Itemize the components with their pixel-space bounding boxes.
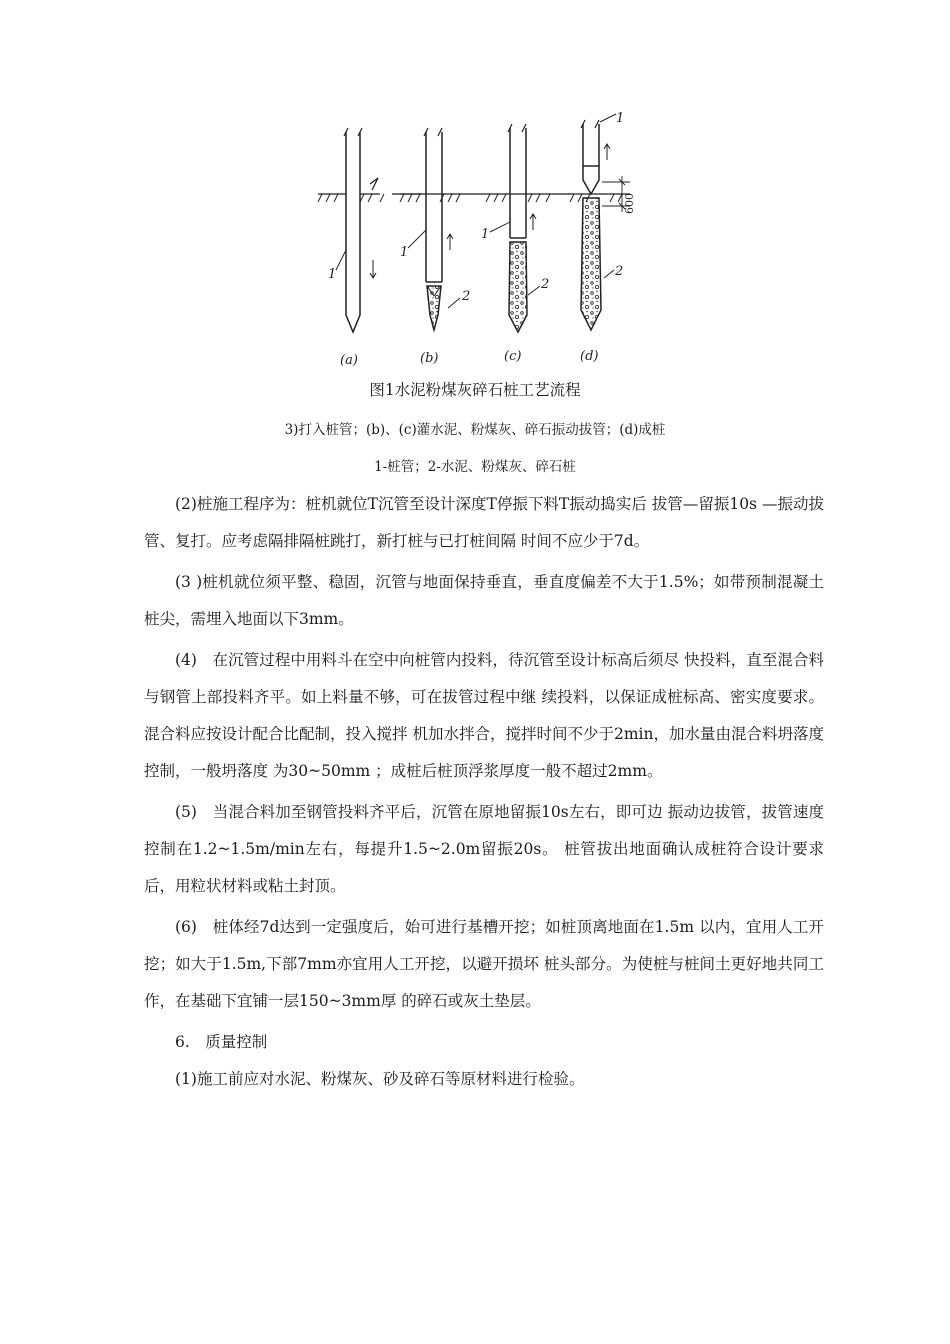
ground-hatching bbox=[318, 194, 622, 202]
dimension-600: 600 bbox=[623, 193, 636, 214]
callout-2-c: 2 bbox=[541, 277, 550, 292]
part-label-c: (c) bbox=[504, 349, 522, 364]
pile-c bbox=[490, 124, 540, 332]
pile-process-diagram bbox=[300, 110, 650, 372]
figure-subtitle-legend: 1-桩管；2-水泥、粉煤灰、碎石桩 bbox=[374, 459, 576, 475]
figure-subtitle-parts: 3)打入桩管；(b)、(c)灌水泥、粉煤灰、碎石振动拔管；(d)成桩 bbox=[284, 422, 666, 438]
figure-title: 图1水泥粉煤灰碎石桩工艺流程 bbox=[369, 381, 581, 399]
paragraph-2: (2)桩施工程序为：桩机就位T沉管至设计深度T停振下料T振动捣实后 拔管—留振10s —振动拔管、复打。应考虑隔排隔桩跳打，新打桩与已打桩间隔 时间不应少于7d。 bbox=[144, 495, 824, 550]
pile-process-figure bbox=[300, 110, 650, 372]
part-label-d: (d) bbox=[580, 349, 599, 364]
body-text bbox=[144, 486, 824, 1098]
pile-a bbox=[336, 128, 378, 332]
part-label-a: (a) bbox=[340, 353, 358, 368]
pile-b bbox=[408, 128, 460, 330]
paragraph-5: (5) 当混合料加至钢管投料齐平后，沉管在原地留振10s左右，即可边 振动边拔管，拔管速度控制在1.2~1.5m/min左右，每提升1.5~2.0m留振20s。 桩管拔出地面确认成桩符合设计要求后，用粒状材料或粘土封顶。 bbox=[144, 803, 824, 895]
paragraph-4: (4) 在沉管过程中用料斗在空中向桩管内投料，待沉管至设计标高后须尽 快投料，直至混合料与钢管上部投料齐平。如上料量不够，可在拔管过程中继 续投料，以保证成桩标高、密实度要求。混合料应按设计配合比配制，投入搅拌 机加水拌合，搅拌时间不少于2min，加水量由混合料坍落度控制，一般坍落度 为30~50mm ；成桩后桩顶浮浆厚度一般不超过2mm。 bbox=[144, 651, 824, 780]
paragraph-3: (3 )桩机就位须平整、稳固，沉管与地面保持垂直，垂直度偏差不大于1.5%；如带预制混凝土桩尖，需埋入地面以下3mm。 bbox=[144, 573, 824, 628]
callout-2-d: 2 bbox=[615, 264, 624, 279]
callout-1-a: 1 bbox=[328, 267, 337, 282]
paragraph-quality-1: (1)施工前应对水泥、粉煤灰、砂及碎石等原材料进行检验。 bbox=[175, 1070, 585, 1088]
callout-1-d: 1 bbox=[616, 111, 625, 126]
section-heading-quality-control: 6. 质量控制 bbox=[175, 1033, 268, 1051]
part-label-b: (b) bbox=[420, 351, 439, 366]
callout-1-b: 1 bbox=[400, 245, 409, 260]
callout-2-b: 2 bbox=[462, 289, 471, 304]
callout-1-c: 1 bbox=[481, 227, 490, 242]
pile-d bbox=[581, 114, 630, 330]
paragraph-6: (6) 桩体经7d达到一定强度后，始可进行基槽开挖；如桩顶离地面在1.5m 以内，宜用人工开挖；如大于1.5m,下部7mm亦宜用人工开挖，以避开损坏 桩头部分。为使桩与桩间土更好地共同工作，在基础下宜铺一层150~3mm厚 的碎石或灰土垫层。 bbox=[144, 918, 824, 1010]
